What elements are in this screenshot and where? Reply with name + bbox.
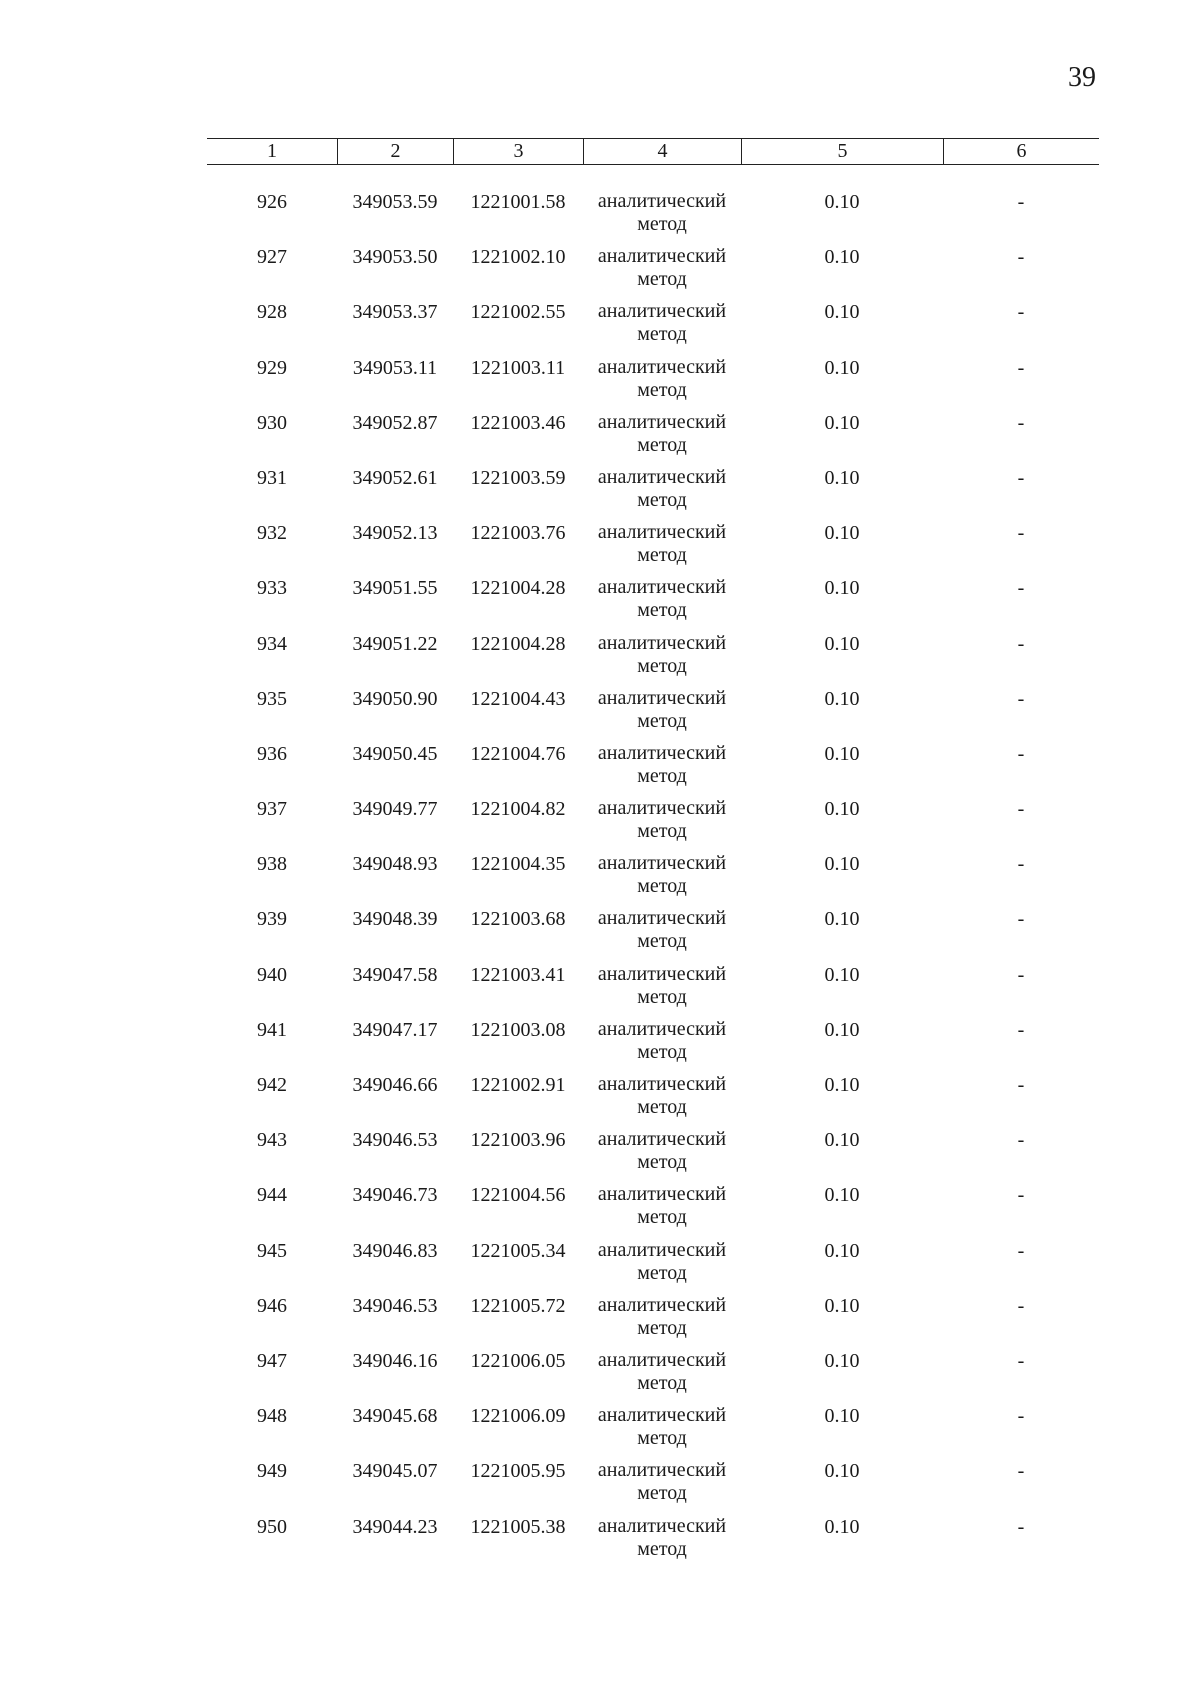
cell-point-number: 929 [257,356,287,379]
cell-x-coordinate: 349046.16 [352,1349,438,1372]
cell-x-coordinate: 349050.45 [352,742,438,765]
cell-y-coordinate: 1221006.09 [470,1405,566,1428]
cell-method: аналитический метод [597,410,727,456]
column-header-4: 4 [583,139,741,164]
cell-y-coordinate: 1221003.46 [470,411,566,434]
cell-accuracy: 0.10 [824,632,860,655]
cell-point-number: 938 [257,853,287,876]
cell-y-coordinate: 1221006.05 [470,1349,566,1372]
cell-point-number: 934 [257,632,287,655]
cell-y-coordinate: 1221002.55 [470,301,566,324]
table-row [207,1294,1099,1349]
cell-method: аналитический метод [597,1073,727,1118]
cell-accuracy: 0.10 [824,963,860,986]
cell-point-number: 932 [257,522,287,545]
cell-point-number: 942 [257,1074,287,1096]
cell-method: аналитический метод [597,797,727,843]
table-row [207,742,1099,797]
cell-accuracy: 0.10 [824,577,860,600]
cell-y-coordinate: 1221004.82 [470,798,566,821]
cell-point-number: 950 [257,1515,287,1538]
cell-y-coordinate: 1221004.35 [470,853,566,876]
cell-accuracy: 0.10 [824,191,860,213]
table-row [207,245,1099,300]
cell-x-coordinate: 349051.22 [352,632,438,655]
cell-point-number: 931 [257,466,287,489]
cell-x-coordinate: 349053.59 [352,191,438,213]
table-row [207,797,1099,852]
cell-note: - [1017,411,1025,434]
cell-accuracy: 0.10 [824,1239,860,1262]
cell-method: аналитический метод [597,907,727,953]
table-row [207,1073,1099,1128]
cell-accuracy: 0.10 [824,356,860,379]
cell-method: аналитический метод [597,852,727,898]
cell-method: аналитический метод [597,1348,727,1394]
table-body [207,190,1099,1570]
cell-y-coordinate: 1221002.10 [470,246,566,269]
cell-x-coordinate: 349052.61 [352,466,438,489]
cell-note: - [1017,963,1025,986]
cell-note: - [1017,191,1025,213]
cell-accuracy: 0.10 [824,687,860,710]
table-row [207,963,1099,1018]
cell-accuracy: 0.10 [824,908,860,931]
column-header-1: 1 [267,140,277,162]
table-row [207,1459,1099,1514]
cell-note: - [1017,1294,1025,1317]
cell-point-number: 947 [257,1349,287,1372]
cell-y-coordinate: 1221005.34 [470,1239,566,1262]
table-header [207,138,1099,165]
table-row [207,356,1099,411]
table-row [207,1183,1099,1238]
cell-x-coordinate: 349046.66 [352,1074,438,1096]
cell-x-coordinate: 349047.17 [352,1018,438,1041]
cell-x-coordinate: 349047.58 [352,963,438,986]
cell-method: аналитический метод [597,741,727,787]
cell-x-coordinate: 349045.07 [352,1460,438,1483]
cell-method: аналитический метод [597,1293,727,1339]
cell-note: - [1017,1349,1025,1372]
cell-note: - [1017,1405,1025,1428]
cell-note: - [1017,1460,1025,1483]
column-header-3: 3 [453,139,583,164]
cell-method: аналитический метод [597,1128,727,1174]
cell-x-coordinate: 349046.53 [352,1129,438,1152]
cell-y-coordinate: 1221005.95 [470,1460,566,1483]
cell-y-coordinate: 1221001.58 [470,191,566,213]
cell-y-coordinate: 1221003.76 [470,522,566,545]
cell-method: аналитический метод [597,686,727,732]
cell-x-coordinate: 349052.87 [352,411,438,434]
cell-accuracy: 0.10 [824,742,860,765]
cell-note: - [1017,853,1025,876]
cell-x-coordinate: 349046.53 [352,1294,438,1317]
table-row [207,521,1099,576]
cell-note: - [1017,1018,1025,1041]
cell-y-coordinate: 1221004.28 [470,632,566,655]
cell-note: - [1017,522,1025,545]
cell-accuracy: 0.10 [824,1515,860,1538]
table-row [207,1515,1099,1570]
cell-y-coordinate: 1221003.08 [470,1018,566,1041]
cell-y-coordinate: 1221003.96 [470,1129,566,1152]
cell-method: аналитический метод [597,355,727,401]
cell-accuracy: 0.10 [824,1018,860,1041]
column-header-2: 2 [337,139,453,164]
table-row [207,1404,1099,1459]
cell-note: - [1017,798,1025,821]
cell-x-coordinate: 349048.93 [352,853,438,876]
table-row [207,1349,1099,1404]
cell-point-number: 948 [257,1405,287,1428]
cell-method: аналитический метод [597,1017,727,1063]
cell-accuracy: 0.10 [824,1184,860,1207]
cell-accuracy: 0.10 [824,522,860,545]
cell-y-coordinate: 1221003.68 [470,908,566,931]
cell-y-coordinate: 1221005.72 [470,1294,566,1317]
cell-y-coordinate: 1221003.11 [470,356,566,379]
table-row [207,190,1099,245]
cell-accuracy: 0.10 [824,1349,860,1372]
cell-note: - [1017,687,1025,710]
cell-x-coordinate: 349044.23 [352,1515,438,1538]
cell-point-number: 946 [257,1294,287,1317]
cell-x-coordinate: 349046.83 [352,1239,438,1262]
table-row [207,300,1099,355]
cell-point-number: 939 [257,908,287,931]
cell-accuracy: 0.10 [824,466,860,489]
cell-x-coordinate: 349050.90 [352,687,438,710]
cell-y-coordinate: 1221004.76 [470,742,566,765]
cell-note: - [1017,577,1025,600]
cell-x-coordinate: 349053.37 [352,301,438,324]
cell-method: аналитический метод [597,1183,727,1229]
cell-method: аналитический метод [597,1514,727,1560]
cell-note: - [1017,632,1025,655]
cell-method: аналитический метод [597,962,727,1008]
cell-x-coordinate: 349053.50 [352,246,438,269]
cell-point-number: 927 [257,246,287,269]
table-row [207,466,1099,521]
cell-accuracy: 0.10 [824,301,860,324]
cell-accuracy: 0.10 [824,1405,860,1428]
cell-method: аналитический метод [597,521,727,567]
table-row [207,907,1099,962]
table-row [207,411,1099,466]
cell-accuracy: 0.10 [824,1129,860,1152]
cell-note: - [1017,1184,1025,1207]
cell-accuracy: 0.10 [824,853,860,876]
cell-accuracy: 0.10 [824,411,860,434]
cell-note: - [1017,742,1025,765]
cell-note: - [1017,246,1025,269]
column-header-5: 5 [741,139,943,164]
cell-y-coordinate: 1221005.38 [470,1515,566,1538]
cell-point-number: 945 [257,1239,287,1262]
cell-note: - [1017,1515,1025,1538]
cell-accuracy: 0.10 [824,798,860,821]
cell-note: - [1017,1239,1025,1262]
cell-accuracy: 0.10 [824,1460,860,1483]
table-row [207,852,1099,907]
table-row [207,1239,1099,1294]
cell-x-coordinate: 349046.73 [352,1184,438,1207]
column-header-6: 6 [943,139,1099,164]
cell-point-number: 941 [257,1018,287,1041]
cell-method: аналитический метод [597,631,727,677]
cell-accuracy: 0.10 [824,246,860,269]
cell-method: аналитический метод [597,300,727,346]
cell-point-number: 930 [257,411,287,434]
cell-y-coordinate: 1221004.56 [470,1184,566,1207]
cell-y-coordinate: 1221002.91 [470,1074,566,1096]
cell-method: аналитический метод [597,190,727,235]
cell-method: аналитический метод [597,1238,727,1284]
cell-x-coordinate: 349051.55 [352,577,438,600]
cell-point-number: 949 [257,1460,287,1483]
cell-point-number: 928 [257,301,287,324]
cell-point-number: 944 [257,1184,287,1207]
table-row [207,1128,1099,1183]
cell-x-coordinate: 349052.13 [352,522,438,545]
cell-note: - [1017,356,1025,379]
cell-note: - [1017,301,1025,324]
cell-y-coordinate: 1221004.28 [470,577,566,600]
cell-point-number: 937 [257,798,287,821]
cell-accuracy: 0.10 [824,1294,860,1317]
table-row [207,576,1099,631]
cell-method: аналитический метод [597,1404,727,1450]
table-row [207,687,1099,742]
cell-note: - [1017,1074,1025,1096]
cell-y-coordinate: 1221003.41 [470,963,566,986]
cell-point-number: 943 [257,1129,287,1152]
cell-note: - [1017,1129,1025,1152]
cell-x-coordinate: 349053.11 [352,356,438,379]
page-number: 39 [1068,62,1096,93]
cell-method: аналитический метод [597,576,727,622]
cell-point-number: 926 [257,191,287,213]
cell-accuracy: 0.10 [824,1074,860,1096]
cell-method: аналитический метод [597,465,727,511]
cell-y-coordinate: 1221004.43 [470,687,566,710]
table-row [207,632,1099,687]
cell-note: - [1017,908,1025,931]
cell-point-number: 935 [257,687,287,710]
cell-x-coordinate: 349045.68 [352,1405,438,1428]
cell-point-number: 933 [257,577,287,600]
cell-x-coordinate: 349048.39 [352,908,438,931]
cell-note: - [1017,466,1025,489]
cell-x-coordinate: 349049.77 [352,798,438,821]
table-row [207,1018,1099,1073]
cell-point-number: 940 [257,963,287,986]
cell-method: аналитический метод [597,245,727,291]
cell-method: аналитический метод [597,1459,727,1505]
cell-point-number: 936 [257,742,287,765]
cell-y-coordinate: 1221003.59 [470,466,566,489]
